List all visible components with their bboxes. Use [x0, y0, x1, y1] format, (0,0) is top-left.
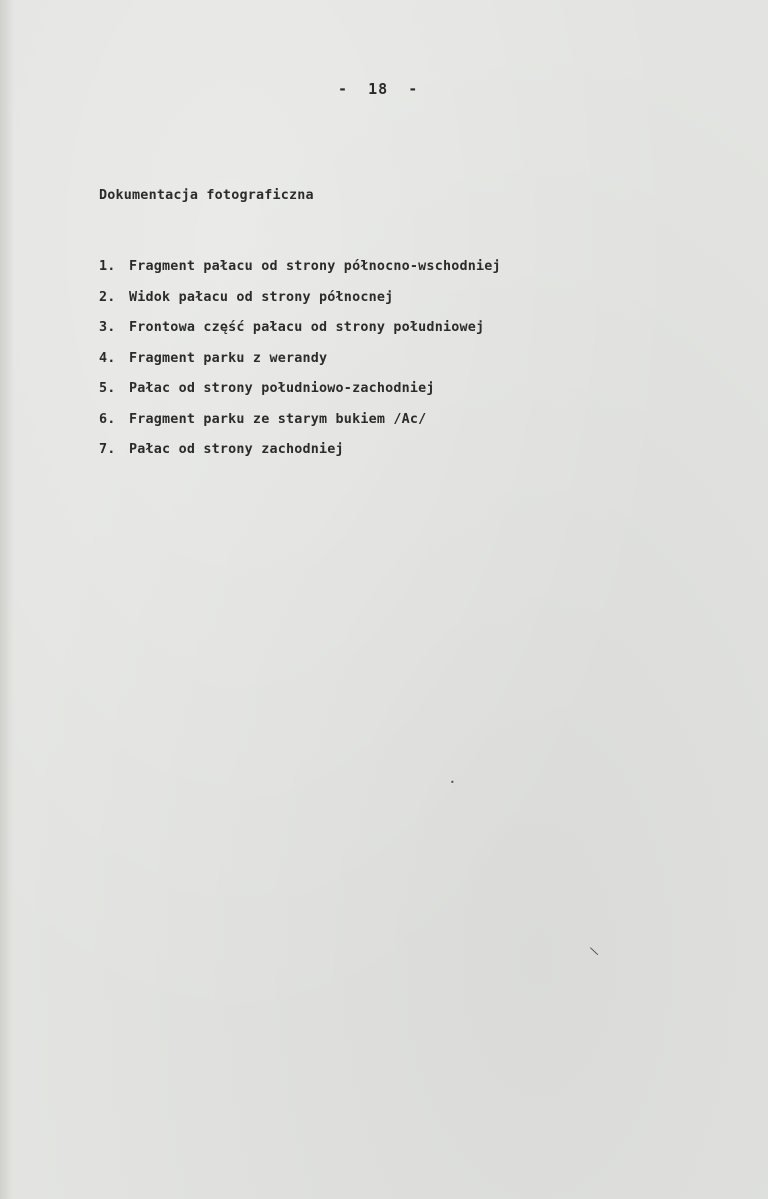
- list-item: [99, 410, 501, 441]
- list-item: [99, 288, 501, 319]
- list-item-text: Pałac od strony południowo-zachodniej: [129, 381, 435, 396]
- list-item-text: Fragment parku z werandy: [129, 350, 328, 366]
- list-item-text: Frontowa część pałacu od strony południowej: [129, 320, 485, 335]
- list-item-number: 1.: [99, 259, 116, 274]
- photo-list: [99, 257, 501, 471]
- list-item-text: Fragment pałacu od strony północno-wschodniej: [129, 259, 501, 274]
- list-item-number: 3.: [99, 320, 116, 335]
- list-item-text: Pałac od strony zachodniej: [129, 442, 344, 457]
- page-number: - 18 -: [338, 80, 419, 98]
- list-item-number: 7.: [99, 442, 116, 457]
- page-edge-shadow: [0, 0, 14, 1199]
- paper-mark: \: [588, 943, 600, 959]
- list-item: [99, 318, 501, 349]
- list-item-text: Widok pałacu od strony północnej: [129, 289, 394, 305]
- list-item: [99, 440, 501, 471]
- list-item-number: 4.: [99, 350, 116, 366]
- list-item: [99, 349, 501, 380]
- list-item-number: 5.: [99, 381, 116, 396]
- paper-speck: •: [450, 778, 455, 787]
- list-item-text: Fragment parku ze starym bukiem /Ac/: [129, 411, 427, 427]
- section-heading: Dokumentacja fotograficzna: [99, 188, 314, 203]
- list-item: [99, 379, 501, 410]
- list-item: [99, 257, 501, 288]
- list-item-number: 2.: [99, 289, 116, 305]
- list-item-number: 6.: [99, 411, 116, 427]
